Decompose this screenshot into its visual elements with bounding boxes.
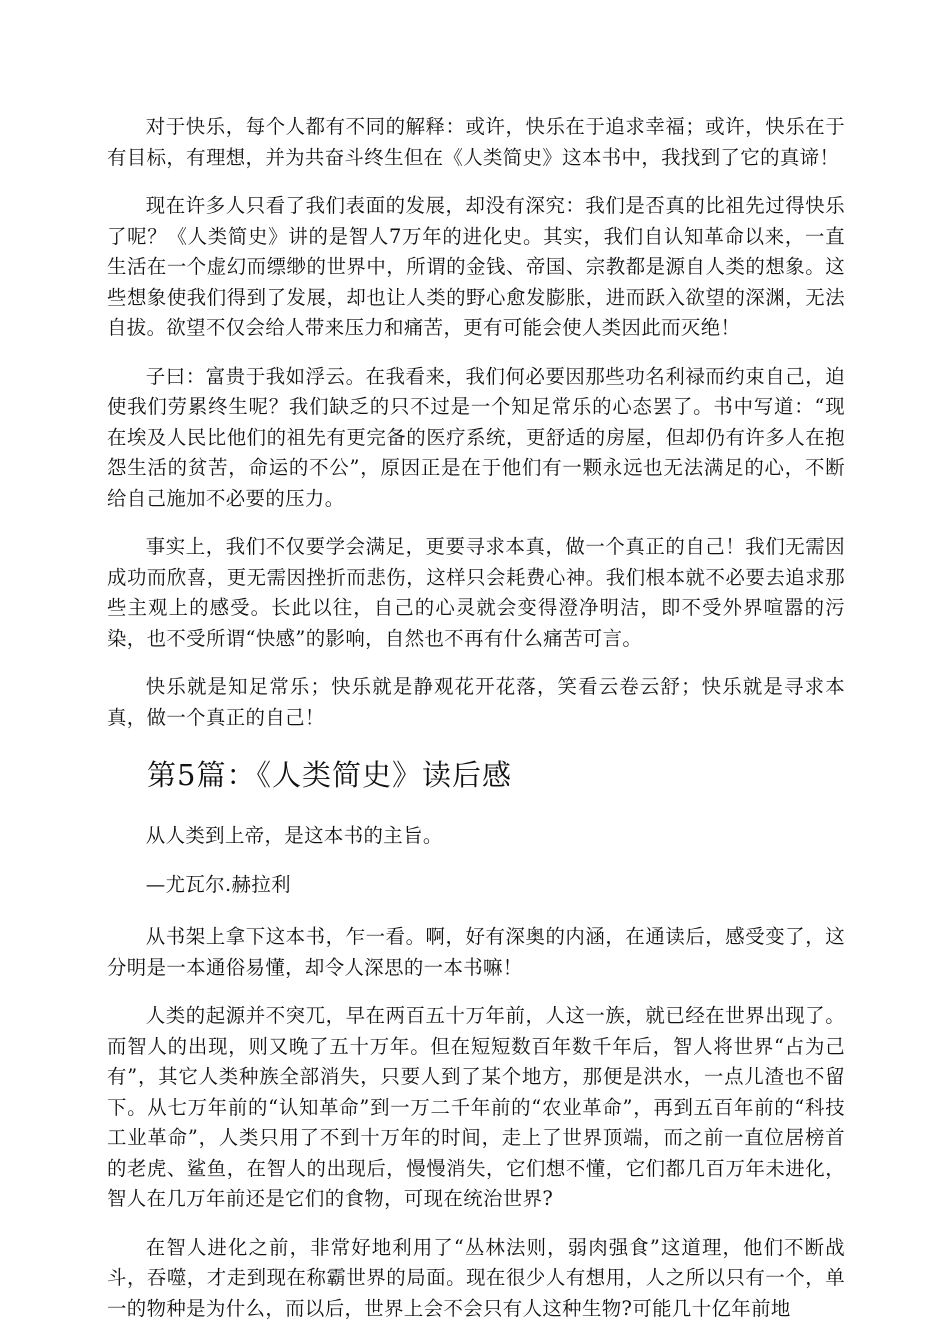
paragraph: 在智人进化之前，非常好地利用了“丛林法则，弱肉强食”这道理，他们不断战斗，吞噬，才走到现在称霸世界的局面。现在很少人有想用，人之所以只有一个，单一的物种是为什么，而以后，世界上会不会只有人这种生物?可能几十亿年前地 xyxy=(107,1235,845,1320)
paragraph: 事实上，我们不仅要学会满足，更要寻求本真，做一个真正的自己！我们无需因成功而欣喜，更无需因挫折而悲伤，这样只会耗费心神。我们根本就不必要去追求那些主观上的感受。长此以往，自己的心灵就会变得澄净明洁，即不受外界喧嚣的污染，也不受所谓“快感”的影响，自然也不再有什么痛苦可言。 xyxy=(107,535,845,650)
quote-line: 从人类到上帝，是这本书的主旨。 xyxy=(145,824,443,847)
paragraph: 对于快乐，每个人都有不同的解释：或许，快乐在于追求幸福；或许，快乐在于有目标，有理想，并为共奋斗终生但在《人类简史》这本书中，我找到了它的真谛！ xyxy=(107,115,845,169)
paragraph: 人类的起源并不突兀，早在两百五十万年前，人这一族，就已经在世界出现了。而智人的出现，则又晚了五十万年。但在短短数百年数千年后，智人将世界“占为己有”，其它人类种族全部消失，只要人到了某个地方，那便是洪水，一点儿渣也不留下。从七万年前的“认知革命”到一万二千年前的“农业革命”，再到五百年前的“科技工业革命”，人类只用了不到十万年的时间，走上了世界顶端，而之前一直位居榜首的老虎、鲨鱼，在智人的出现后，慢慢消失，它们想不懂，它们都几百万年未进化，智人在几万年前还是它们的食物，可现在统治世界? xyxy=(107,1004,845,1210)
paragraph: 快乐就是知足常乐；快乐就是静观花开花落，笑看云卷云舒；快乐就是寻求本真，做一个真正的自己！ xyxy=(107,675,845,729)
paragraph: 现在许多人只看了我们表面的发展，却没有深究：我们是否真的比祖先过得快乐了呢？《人类简史》讲的是智人7万年的进化史。其实，我们自认知革命以来，一直生活在一个虚幻而缥缈的世界中，所谓的金钱、帝国、宗教都是源自人类的想象。这些想象使我们得到了发展，却也让人类的野心愈发膨胀，进而跃入欲望的深渊，无法自拔。欲望不仅会给人带来压力和痛苦，更有可能会使人类因此而灭绝！ xyxy=(107,194,845,339)
paragraph: 从书架上拿下这本书，乍一看。啊，好有深奥的内涵，在通读后，感受变了，这分明是一本通俗易懂，却令人深思的一本书嘛！ xyxy=(107,925,845,979)
quote-author: —尤瓦尔.赫拉利 xyxy=(145,872,291,896)
section-heading: 第5篇：《人类简史》读后感 xyxy=(147,758,512,792)
paragraph: 子曰：富贵于我如浮云。在我看来，我们何必要因那些功名利禄而约束自己，迫使我们劳累终生呢？我们缺乏的只不过是一个知足常乐的心态罢了。书中写道：“现在埃及人民比他们的祖先有更完备的医疗系统，更舒适的房屋，但却仍有许多人在抱怨生活的贫苦，命运的不公”，原因正是在于他们有一颗永远也无法满足的心，不断给自己施加不必要的压力。 xyxy=(107,364,845,510)
document-page xyxy=(107,112,845,1324)
